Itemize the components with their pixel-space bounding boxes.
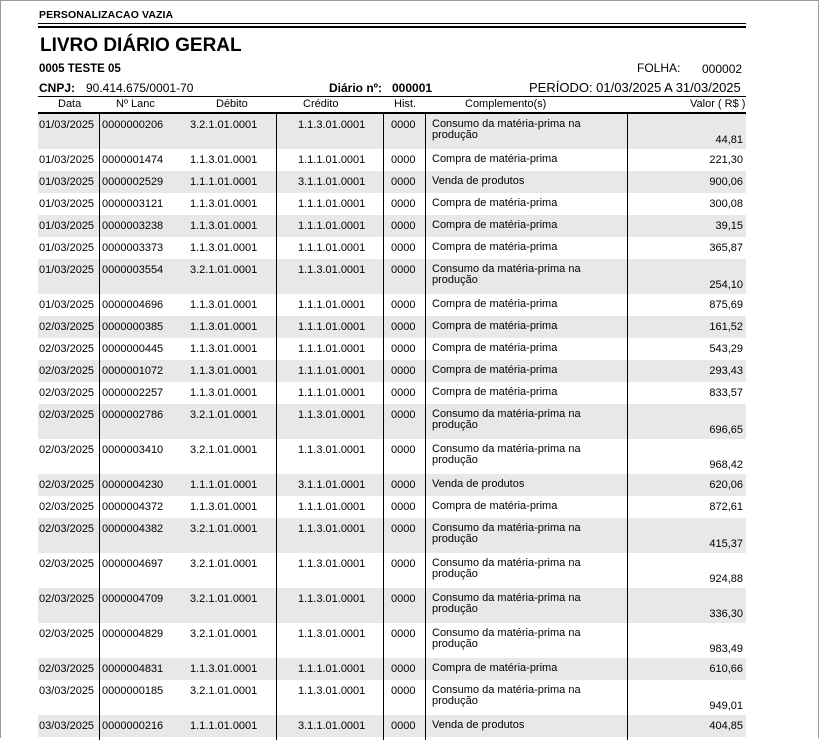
cell-valor: 983,49 bbox=[709, 643, 743, 655]
cell-date: 01/03/2025 bbox=[39, 264, 95, 276]
table-row bbox=[38, 518, 746, 553]
cell-valor: 949,01 bbox=[709, 700, 743, 712]
cell-date: 02/03/2025 bbox=[39, 409, 95, 421]
cell-complemento: Venda de produtos bbox=[432, 478, 525, 490]
cell-complemento: Consumo da matéria-prima na produção bbox=[432, 118, 581, 141]
cell-complemento: Consumo da matéria-prima na produção bbox=[432, 557, 581, 580]
cell-credito: 1.1.3.01.0001 bbox=[298, 264, 366, 276]
table-row bbox=[38, 588, 746, 623]
col-header-valor: Valor ( R$ ) bbox=[690, 98, 746, 110]
cell-complemento: Compra de matéria-prima bbox=[432, 197, 558, 209]
cell-valor: 161,52 bbox=[709, 321, 743, 333]
cell-hist: 0000 bbox=[391, 501, 416, 513]
cell-credito: 1.1.1.01.0001 bbox=[298, 387, 366, 399]
cell-valor: 336,30 bbox=[709, 608, 743, 620]
cell-complemento: Compra de matéria-prima bbox=[432, 320, 558, 332]
entries-table bbox=[38, 114, 746, 737]
col-divider bbox=[276, 114, 277, 740]
cell-hist: 0000 bbox=[391, 479, 416, 491]
cell-valor: 365,87 bbox=[709, 242, 743, 254]
table-row bbox=[38, 294, 746, 316]
cell-valor: 44,81 bbox=[715, 134, 743, 146]
cell-lanc: 0000002786 bbox=[102, 409, 164, 421]
diario-label: Diário nº: bbox=[329, 81, 383, 95]
col-header-debito: Débito bbox=[216, 98, 248, 110]
cell-debito: 1.1.3.01.0001 bbox=[190, 242, 258, 254]
cell-hist: 0000 bbox=[391, 365, 416, 377]
cell-debito: 1.1.3.01.0001 bbox=[190, 321, 258, 333]
cell-credito: 1.1.1.01.0001 bbox=[298, 321, 366, 333]
folha-value: 000002 bbox=[702, 62, 743, 76]
cell-credito: 1.1.1.01.0001 bbox=[298, 198, 366, 210]
col-divider bbox=[627, 114, 628, 740]
cell-debito: 1.1.3.01.0001 bbox=[190, 663, 258, 675]
cell-date: 01/03/2025 bbox=[39, 242, 95, 254]
col-header-lanc: Nº Lanc bbox=[116, 98, 155, 110]
table-row bbox=[38, 404, 746, 439]
cell-credito: 1.1.1.01.0001 bbox=[298, 501, 366, 513]
table-row bbox=[38, 382, 746, 404]
cell-complemento: Venda de produtos bbox=[432, 719, 525, 731]
cell-valor: 620,06 bbox=[709, 479, 743, 491]
cell-hist: 0000 bbox=[391, 558, 416, 570]
cell-lanc: 0000003373 bbox=[102, 242, 164, 254]
cell-lanc: 0000003238 bbox=[102, 220, 164, 232]
cell-complemento: Compra de matéria-prima bbox=[432, 500, 558, 512]
cell-lanc: 0000004829 bbox=[102, 628, 164, 640]
col-divider bbox=[383, 114, 384, 740]
cell-date: 02/03/2025 bbox=[39, 558, 95, 570]
cell-complemento: Consumo da matéria-prima na produção bbox=[432, 627, 581, 650]
cell-valor: 404,85 bbox=[709, 720, 743, 732]
cell-lanc: 0000000385 bbox=[102, 321, 164, 333]
table-row bbox=[38, 149, 746, 171]
cell-lanc: 0000004372 bbox=[102, 501, 164, 513]
cell-complemento: Compra de matéria-prima bbox=[432, 364, 558, 376]
cell-credito: 1.1.1.01.0001 bbox=[298, 242, 366, 254]
cell-complemento: Consumo da matéria-prima na produção bbox=[432, 684, 581, 707]
cell-debito: 3.2.1.01.0001 bbox=[190, 264, 258, 276]
cell-credito: 1.1.1.01.0001 bbox=[298, 299, 366, 311]
cell-lanc: 0000000216 bbox=[102, 720, 164, 732]
cell-date: 02/03/2025 bbox=[39, 321, 95, 333]
cell-credito: 1.1.3.01.0001 bbox=[298, 523, 366, 535]
cell-debito: 3.2.1.01.0001 bbox=[190, 119, 258, 131]
table-row bbox=[38, 715, 746, 737]
table-row bbox=[38, 237, 746, 259]
cell-hist: 0000 bbox=[391, 663, 416, 675]
table-row bbox=[38, 338, 746, 360]
col-header-data: Data bbox=[58, 98, 82, 110]
table-row bbox=[38, 259, 746, 294]
header-rule bbox=[38, 23, 746, 24]
cell-complemento: Compra de matéria-prima bbox=[432, 386, 558, 398]
cell-date: 01/03/2025 bbox=[39, 119, 95, 131]
cell-lanc: 0000002257 bbox=[102, 387, 164, 399]
cell-valor: 872,61 bbox=[709, 501, 743, 513]
cell-hist: 0000 bbox=[391, 593, 416, 605]
cell-date: 02/03/2025 bbox=[39, 523, 95, 535]
col-header-credito: Crédito bbox=[303, 98, 339, 110]
cell-debito: 1.1.3.01.0001 bbox=[190, 154, 258, 166]
cell-date: 02/03/2025 bbox=[39, 365, 95, 377]
cell-credito: 1.1.3.01.0001 bbox=[298, 685, 366, 697]
cell-credito: 1.1.1.01.0001 bbox=[298, 365, 366, 377]
cell-date: 02/03/2025 bbox=[39, 343, 95, 355]
cell-credito: 1.1.3.01.0001 bbox=[298, 119, 366, 131]
period-range: PERÍODO: 01/03/2025 A 31/03/2025 bbox=[529, 80, 741, 95]
cell-complemento: Venda de produtos bbox=[432, 175, 525, 187]
cell-complemento: Compra de matéria-prima bbox=[432, 153, 558, 165]
cell-hist: 0000 bbox=[391, 321, 416, 333]
cell-debito: 3.2.1.01.0001 bbox=[190, 593, 258, 605]
cell-hist: 0000 bbox=[391, 264, 416, 276]
cell-hist: 0000 bbox=[391, 409, 416, 421]
table-row bbox=[38, 623, 746, 658]
cell-date: 02/03/2025 bbox=[39, 663, 95, 675]
cell-lanc: 0000002529 bbox=[102, 176, 164, 188]
cell-complemento: Compra de matéria-prima bbox=[432, 662, 558, 674]
cell-debito: 3.2.1.01.0001 bbox=[190, 628, 258, 640]
cell-complemento: Compra de matéria-prima bbox=[432, 298, 558, 310]
columns-top-rule bbox=[38, 96, 746, 97]
table-row bbox=[38, 496, 746, 518]
cell-hist: 0000 bbox=[391, 685, 416, 697]
cell-lanc: 0000000206 bbox=[102, 119, 164, 131]
cell-date: 03/03/2025 bbox=[39, 685, 95, 697]
cell-debito: 3.2.1.01.0001 bbox=[190, 558, 258, 570]
cell-complemento: Compra de matéria-prima bbox=[432, 342, 558, 354]
cell-valor: 924,88 bbox=[709, 573, 743, 585]
cell-credito: 1.1.3.01.0001 bbox=[298, 444, 366, 456]
cell-valor: 254,10 bbox=[709, 279, 743, 291]
cell-complemento: Consumo da matéria-prima na produção bbox=[432, 408, 581, 431]
cell-lanc: 0000004696 bbox=[102, 299, 164, 311]
cell-hist: 0000 bbox=[391, 119, 416, 131]
cell-hist: 0000 bbox=[391, 154, 416, 166]
cell-debito: 3.2.1.01.0001 bbox=[190, 685, 258, 697]
cell-valor: 875,69 bbox=[709, 299, 743, 311]
cell-credito: 1.1.3.01.0001 bbox=[298, 558, 366, 570]
cell-date: 03/03/2025 bbox=[39, 720, 95, 732]
col-header-complemento: Complemento(s) bbox=[465, 98, 547, 110]
cell-credito: 1.1.3.01.0001 bbox=[298, 628, 366, 640]
cell-date: 01/03/2025 bbox=[39, 154, 95, 166]
cnpj-label: CNPJ: bbox=[39, 81, 76, 95]
cell-hist: 0000 bbox=[391, 176, 416, 188]
cell-debito: 1.1.3.01.0001 bbox=[190, 343, 258, 355]
cell-hist: 0000 bbox=[391, 720, 416, 732]
cell-debito: 1.1.1.01.0001 bbox=[190, 176, 258, 188]
table-row bbox=[38, 171, 746, 193]
folha-label: FOLHA: bbox=[637, 61, 681, 75]
cell-complemento: Consumo da matéria-prima na produção bbox=[432, 592, 581, 615]
col-divider bbox=[425, 114, 426, 740]
cell-valor: 900,06 bbox=[709, 176, 743, 188]
cell-date: 01/03/2025 bbox=[39, 220, 95, 232]
cell-lanc: 0000003410 bbox=[102, 444, 164, 456]
table-row bbox=[38, 658, 746, 680]
cell-lanc: 0000001072 bbox=[102, 365, 164, 377]
cell-valor: 610,66 bbox=[709, 663, 743, 675]
cell-valor: 39,15 bbox=[715, 220, 743, 232]
cell-credito: 3.1.1.01.0001 bbox=[298, 479, 366, 491]
cell-date: 02/03/2025 bbox=[39, 628, 95, 640]
cell-complemento: Consumo da matéria-prima na produção bbox=[432, 443, 581, 466]
cell-debito: 1.1.3.01.0001 bbox=[190, 365, 258, 377]
cell-lanc: 0000000185 bbox=[102, 685, 164, 697]
cell-date: 01/03/2025 bbox=[39, 198, 95, 210]
table-row bbox=[38, 680, 746, 715]
cell-valor: 543,29 bbox=[709, 343, 743, 355]
cell-debito: 3.2.1.01.0001 bbox=[190, 523, 258, 535]
cell-debito: 3.2.1.01.0001 bbox=[190, 409, 258, 421]
cell-lanc: 0000000445 bbox=[102, 343, 164, 355]
cnpj-value: 90.414.675/0001-70 bbox=[86, 81, 194, 95]
cell-lanc: 0000004230 bbox=[102, 479, 164, 491]
personalization-label: PERSONALIZACAO VAZIA bbox=[39, 9, 174, 21]
cell-date: 01/03/2025 bbox=[39, 176, 95, 188]
cell-complemento: Compra de matéria-prima bbox=[432, 241, 558, 253]
table-row bbox=[38, 215, 746, 237]
cell-lanc: 0000004382 bbox=[102, 523, 164, 535]
cell-debito: 1.1.3.01.0001 bbox=[190, 220, 258, 232]
cell-hist: 0000 bbox=[391, 343, 416, 355]
cell-credito: 1.1.1.01.0001 bbox=[298, 154, 366, 166]
cell-hist: 0000 bbox=[391, 299, 416, 311]
cell-lanc: 0000004709 bbox=[102, 593, 164, 605]
cell-hist: 0000 bbox=[391, 444, 416, 456]
cell-date: 02/03/2025 bbox=[39, 387, 95, 399]
cell-credito: 1.1.1.01.0001 bbox=[298, 663, 366, 675]
table-row bbox=[38, 114, 746, 149]
table-row bbox=[38, 553, 746, 588]
cell-debito: 1.1.3.01.0001 bbox=[190, 501, 258, 513]
cell-complemento: Consumo da matéria-prima na produção bbox=[432, 263, 581, 286]
cell-valor: 415,37 bbox=[709, 538, 743, 550]
cell-lanc: 0000004831 bbox=[102, 663, 164, 675]
cell-valor: 221,30 bbox=[709, 154, 743, 166]
diario-value: 000001 bbox=[392, 81, 433, 95]
cell-valor: 293,43 bbox=[709, 365, 743, 377]
cell-hist: 0000 bbox=[391, 628, 416, 640]
cell-hist: 0000 bbox=[391, 242, 416, 254]
cell-lanc: 0000003554 bbox=[102, 264, 164, 276]
cell-debito: 3.2.1.01.0001 bbox=[190, 444, 258, 456]
cell-valor: 833,57 bbox=[709, 387, 743, 399]
cell-complemento: Compra de matéria-prima bbox=[432, 219, 558, 231]
cell-debito: 1.1.3.01.0001 bbox=[190, 387, 258, 399]
cell-lanc: 0000001474 bbox=[102, 154, 164, 166]
cell-hist: 0000 bbox=[391, 220, 416, 232]
cell-hist: 0000 bbox=[391, 387, 416, 399]
cell-credito: 3.1.1.01.0001 bbox=[298, 720, 366, 732]
cell-complemento: Consumo da matéria-prima na produção bbox=[432, 522, 581, 545]
col-header-hist: Hist. bbox=[394, 98, 416, 110]
cell-credito: 1.1.1.01.0001 bbox=[298, 220, 366, 232]
cell-lanc: 0000003121 bbox=[102, 198, 164, 210]
cell-debito: 1.1.3.01.0001 bbox=[190, 198, 258, 210]
table-row bbox=[38, 193, 746, 215]
cell-hist: 0000 bbox=[391, 198, 416, 210]
cell-date: 01/03/2025 bbox=[39, 299, 95, 311]
cell-credito: 1.1.3.01.0001 bbox=[298, 409, 366, 421]
cell-valor: 968,42 bbox=[709, 459, 743, 471]
cell-date: 02/03/2025 bbox=[39, 444, 95, 456]
cell-date: 02/03/2025 bbox=[39, 593, 95, 605]
cell-valor: 300,08 bbox=[709, 198, 743, 210]
table-row bbox=[38, 316, 746, 338]
cell-lanc: 0000004697 bbox=[102, 558, 164, 570]
col-divider bbox=[99, 114, 100, 740]
cell-credito: 1.1.1.01.0001 bbox=[298, 343, 366, 355]
header-rule-thick bbox=[38, 26, 746, 28]
report-title: LIVRO DIÁRIO GERAL bbox=[40, 35, 242, 56]
cell-debito: 1.1.1.01.0001 bbox=[190, 720, 258, 732]
cell-valor: 696,65 bbox=[709, 424, 743, 436]
table-row bbox=[38, 360, 746, 382]
cell-hist: 0000 bbox=[391, 523, 416, 535]
cell-date: 02/03/2025 bbox=[39, 501, 95, 513]
table-row bbox=[38, 439, 746, 474]
cell-debito: 1.1.1.01.0001 bbox=[190, 479, 258, 491]
cell-date: 02/03/2025 bbox=[39, 479, 95, 491]
company-name: 0005 TESTE 05 bbox=[39, 63, 121, 75]
table-row bbox=[38, 474, 746, 496]
cell-credito: 1.1.3.01.0001 bbox=[298, 593, 366, 605]
cell-debito: 1.1.3.01.0001 bbox=[190, 299, 258, 311]
cell-credito: 3.1.1.01.0001 bbox=[298, 176, 366, 188]
